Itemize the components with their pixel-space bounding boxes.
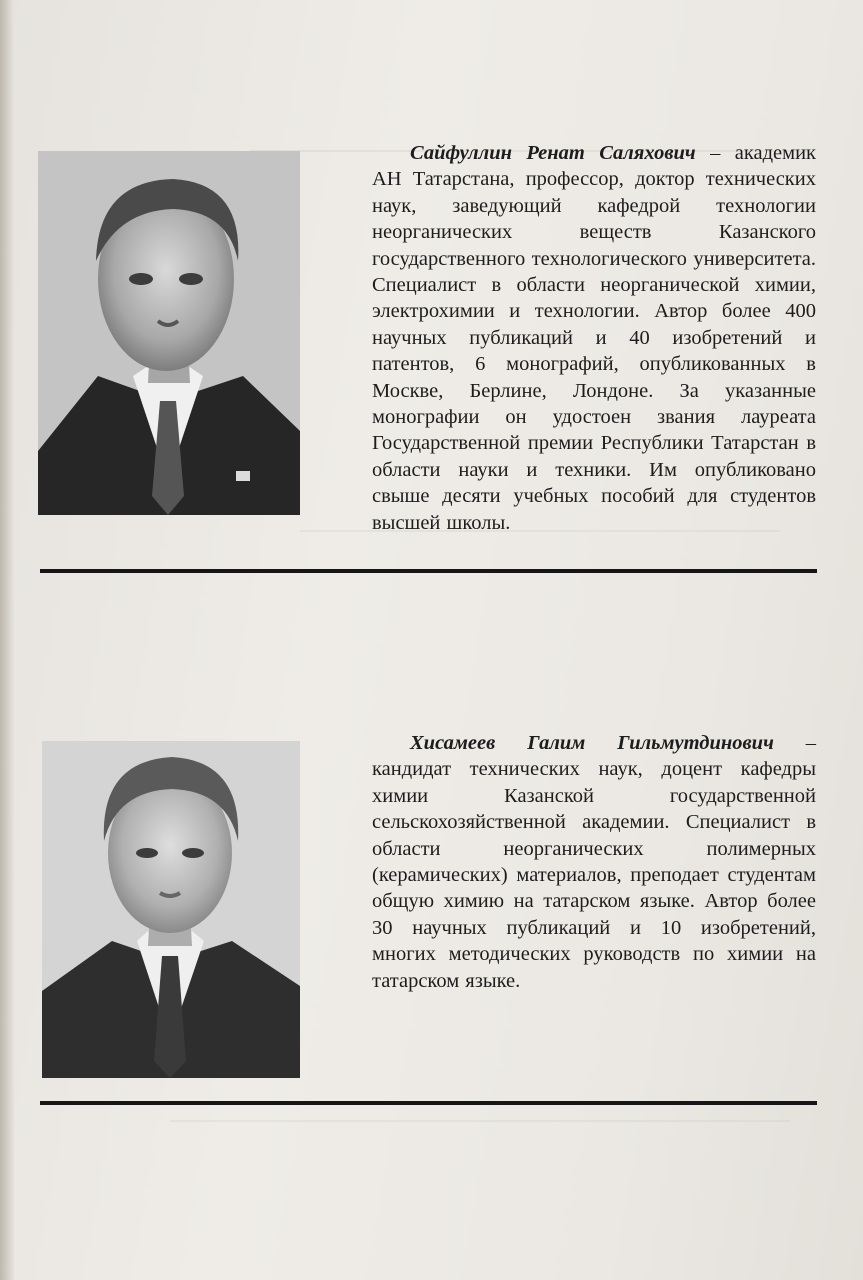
portrait-illustration [38, 151, 300, 515]
bio-text-khisameev [372, 730, 816, 994]
bio-body: – кандидат технических наук, доцент кафедры химии Казанской государственной сельскохозяйственной академии. Специалист в области неорганических полимерных (керамических) материалов, преподает студентам общую химию на татарском языке. Автор более 30 научных публикаций и 10 изобретений, многих методических руководств по химии на татарском языке. [372, 732, 816, 992]
portrait-photo-saifullin [38, 151, 300, 515]
book-spine-shadow [0, 0, 14, 1280]
bleed-through-texture [170, 1120, 790, 1162]
person-name: Сайфуллин Ренат Саляхович [410, 142, 696, 164]
portrait-photo-khisameev [42, 741, 300, 1078]
bio-body: – академик АН Татарстана, профессор, доктор технических наук, заведующий кафедрой технологии неорганических веществ Казанского государственного технологического университета. Специалист в области неорганической химии, электрохимии и технологии. Автор более 400 научных публикаций и 40 изобретений и патентов, 6 монографий, опубликованных в Москве, Берлине, Лондоне. За указанные монографии он удостоен звания лауреата Государственной премии Республики Татарстан в области науки и техники. Им опубликовано свыше десяти учебных пособий для студентов высшей школы. [372, 142, 817, 534]
bio-text-saifullin [372, 140, 816, 536]
person-name: Хисамеев Галим Гильмутдинович [410, 732, 774, 754]
section-divider [40, 1101, 817, 1105]
portrait-illustration [42, 741, 300, 1078]
section-divider [40, 569, 817, 573]
